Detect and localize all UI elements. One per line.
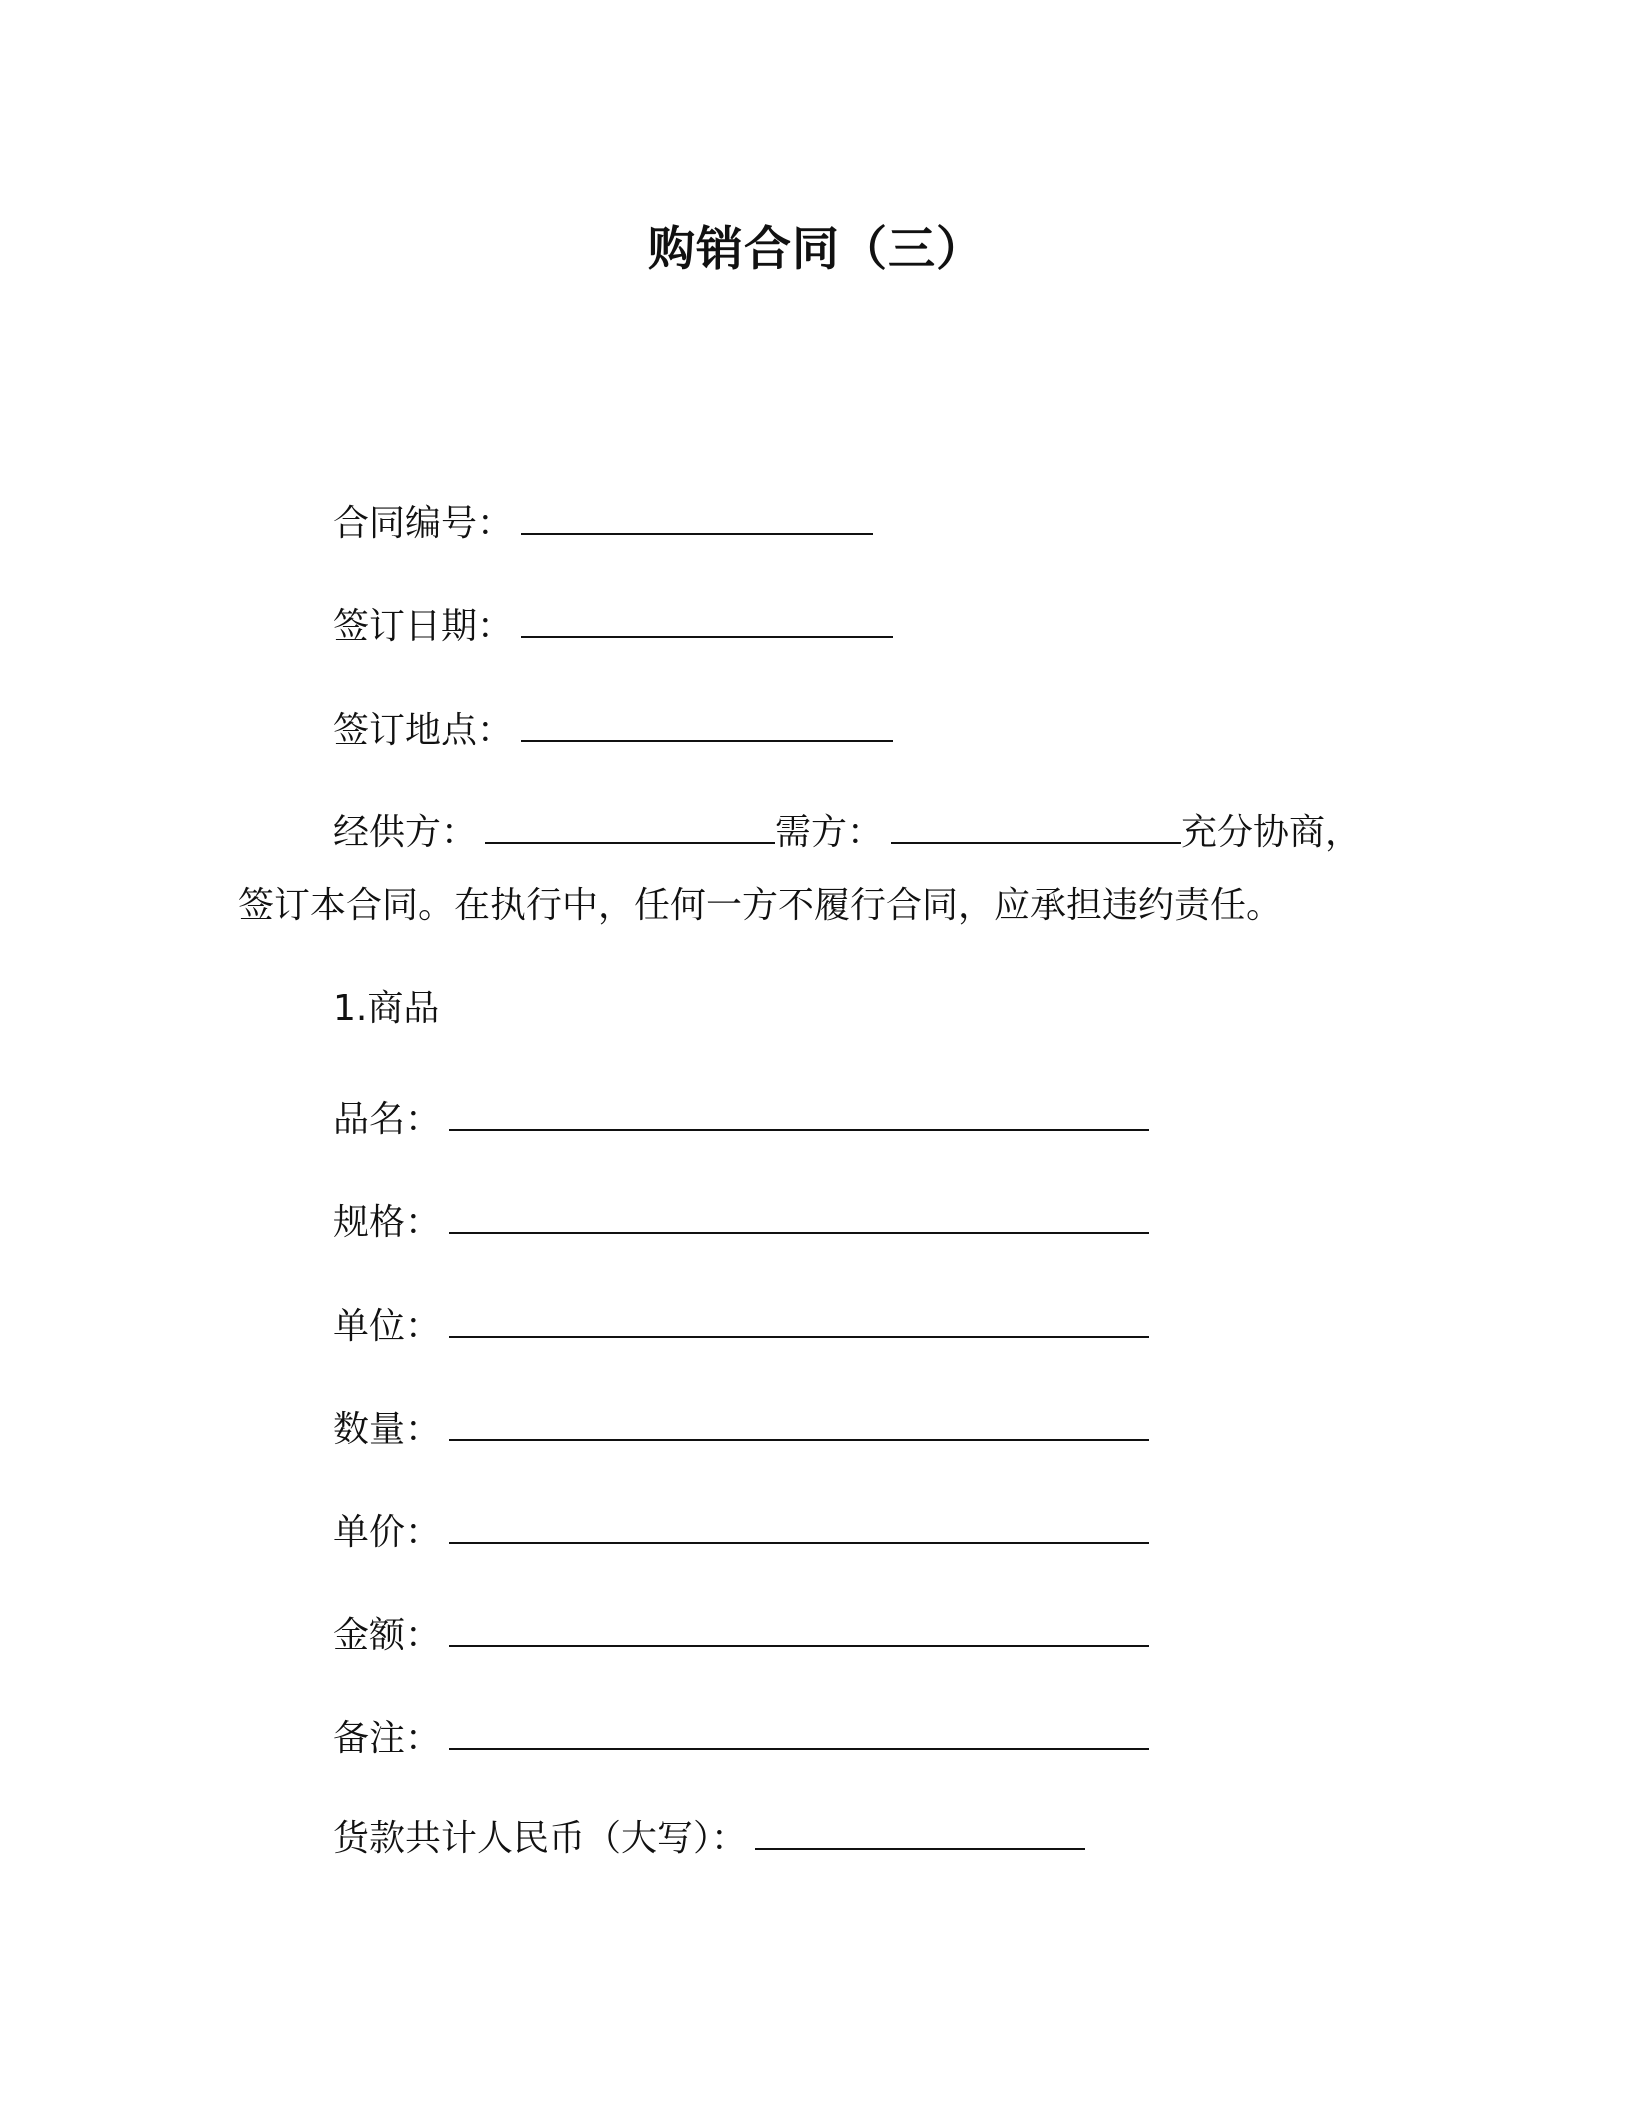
supplier-label: 经供方： — [333, 812, 478, 853]
buyer-label: 需方： — [775, 812, 884, 853]
sign-date-label: 签订日期： — [333, 606, 514, 647]
item-blank[interactable] — [449, 1609, 1149, 1647]
sign-place-field — [333, 704, 893, 755]
item-label: 规格： — [333, 1202, 442, 1243]
item-blank[interactable] — [449, 1196, 1149, 1234]
item-label: 数量： — [333, 1409, 442, 1450]
item-specification — [333, 1196, 1149, 1247]
total-amount-field — [333, 1812, 1085, 1863]
item-label: 备注： — [333, 1718, 442, 1759]
item-amount — [333, 1609, 1149, 1660]
document-title: 购销合同（三） — [648, 222, 984, 277]
item-remarks — [333, 1712, 1149, 1763]
item-quantity — [333, 1403, 1149, 1454]
parties-after-text: 充分协商， — [1181, 812, 1362, 853]
sign-place-blank[interactable] — [521, 704, 893, 742]
item-blank[interactable] — [449, 1403, 1149, 1441]
contract-number-field — [333, 497, 873, 548]
parties-line-2: 签订本合同。在执行中，任何一方不履行合同，应承担违约责任。 — [238, 885, 1283, 926]
total-amount-blank[interactable] — [755, 1812, 1085, 1850]
sign-place-label: 签订地点： — [333, 710, 514, 751]
item-unit — [333, 1300, 1149, 1351]
section-1-heading: 1.商品 — [333, 988, 440, 1029]
contract-number-label: 合同编号： — [333, 503, 514, 544]
parties-line — [333, 806, 1361, 857]
buyer-blank[interactable] — [891, 806, 1181, 844]
supplier-blank[interactable] — [485, 806, 775, 844]
item-label: 单价： — [333, 1512, 442, 1553]
contract-number-blank[interactable] — [521, 497, 873, 535]
total-amount-label: 货款共计人民币（大写）： — [333, 1818, 748, 1859]
item-blank[interactable] — [449, 1093, 1149, 1131]
item-blank[interactable] — [449, 1712, 1149, 1750]
sign-date-blank[interactable] — [521, 600, 893, 638]
item-label: 品名： — [333, 1099, 442, 1140]
item-label: 金额： — [333, 1615, 442, 1656]
item-product-name — [333, 1093, 1149, 1144]
sign-date-field — [333, 600, 893, 651]
item-blank[interactable] — [449, 1300, 1149, 1338]
item-blank[interactable] — [449, 1506, 1149, 1544]
item-unit-price — [333, 1506, 1149, 1557]
item-label: 单位： — [333, 1306, 442, 1347]
